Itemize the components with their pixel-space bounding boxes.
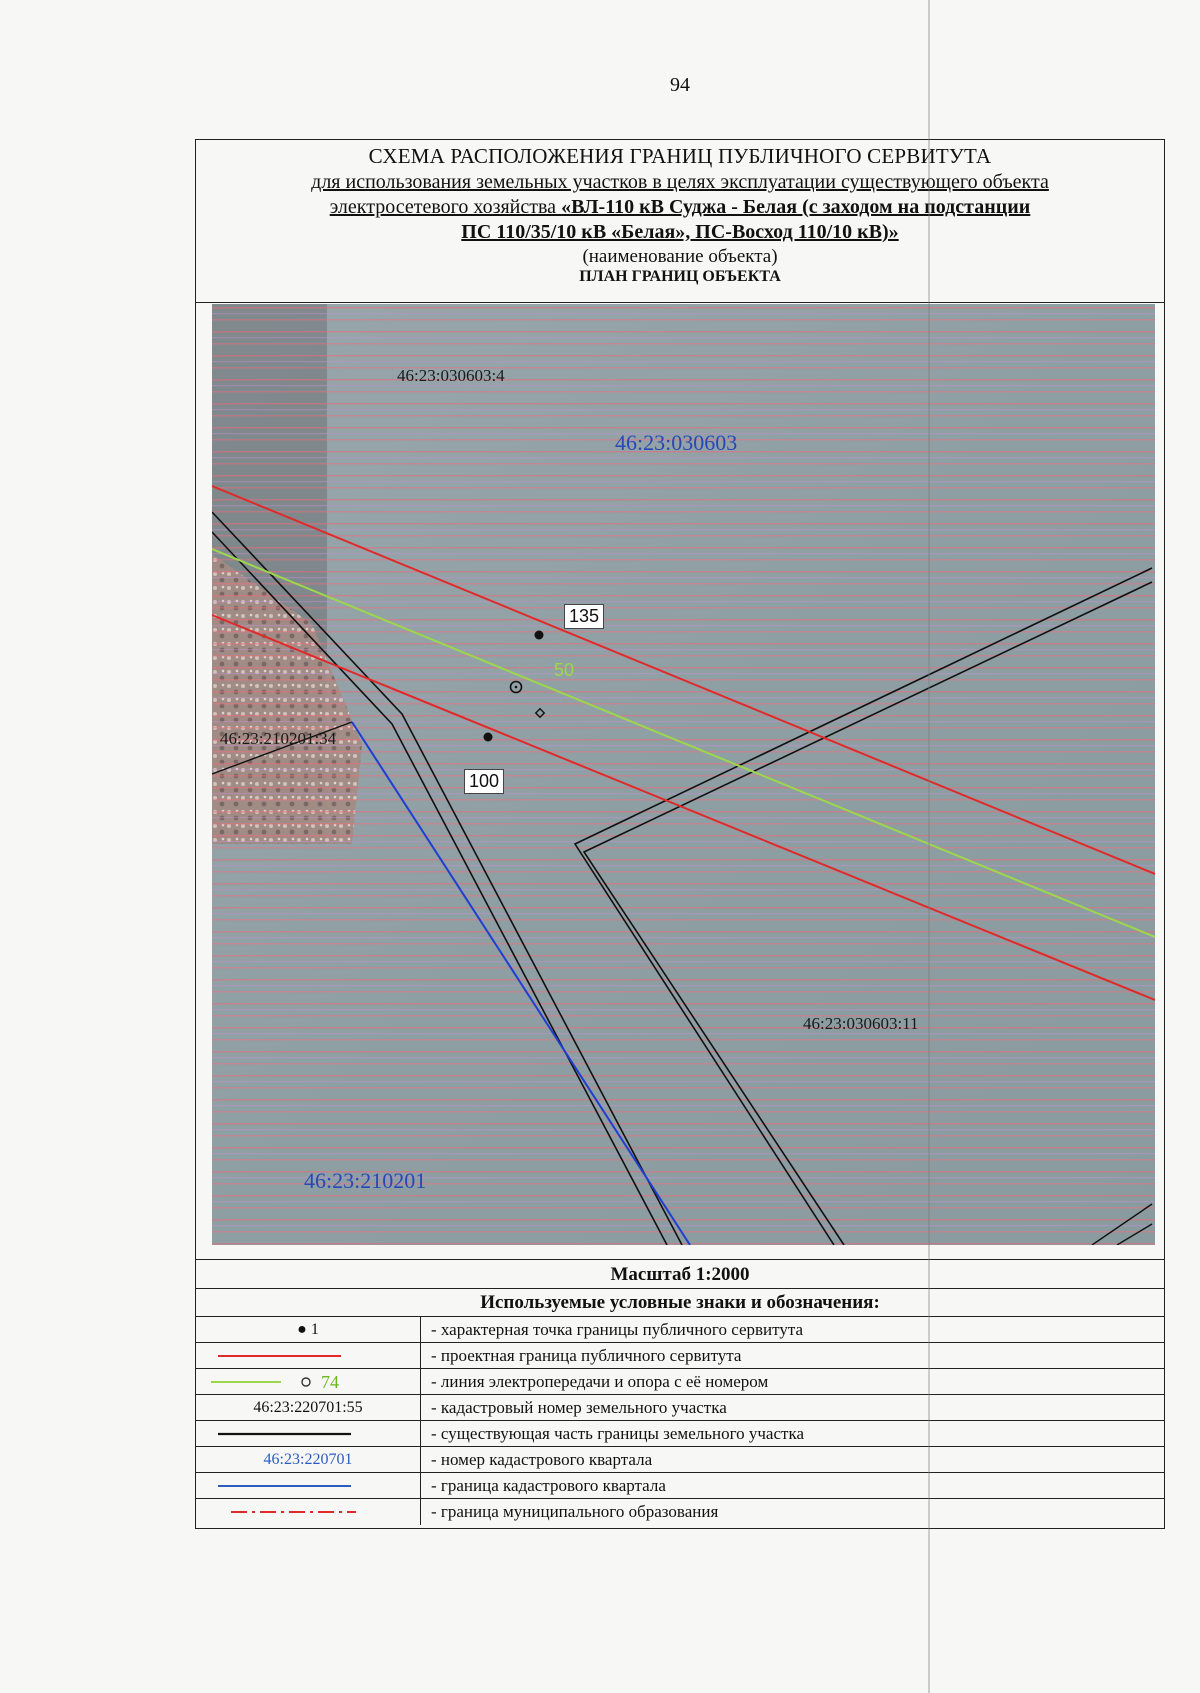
legend-row xyxy=(196,1369,1164,1395)
legend-text: - граница муниципального образования xyxy=(431,1502,719,1521)
legend-symbol-parcel-number xyxy=(196,1395,421,1420)
scheme-purpose: для использования земельных участков в целях эксплуатации существующего объекта xyxy=(311,171,1049,193)
object-caption: (наименование объекта) xyxy=(582,246,778,267)
quarter-label-030603: 46:23:030603 xyxy=(615,430,738,455)
legend-symbol-quarter-number xyxy=(196,1447,421,1472)
legend-symbol-power-line xyxy=(196,1369,421,1394)
blue-line-icon xyxy=(196,1473,421,1499)
legend-text: - номер кадастрового квартала xyxy=(431,1450,653,1469)
point-135-marker xyxy=(535,631,544,640)
point-label-100: 100 xyxy=(464,769,504,794)
boundary-plan-map[interactable] xyxy=(212,304,1155,1245)
object-name-part1: «ВЛ-110 кВ Суджа - Белая (с заходом на подстанции xyxy=(561,196,1031,218)
point-label-135: 135 xyxy=(564,604,604,629)
legend-table xyxy=(196,1317,1164,1525)
legend-text: - характерная точка границы публичного сервитута xyxy=(431,1320,804,1339)
legend-row xyxy=(196,1421,1164,1447)
legend-row xyxy=(196,1317,1164,1343)
legend-row xyxy=(196,1447,1164,1473)
pole-50-center xyxy=(515,686,518,689)
legend-symbol-quarter-boundary xyxy=(196,1473,421,1498)
legend-text: - существующая часть границы земельного участка xyxy=(431,1424,804,1443)
black-line-icon xyxy=(196,1421,421,1447)
legend-row xyxy=(196,1395,1164,1421)
quarter-label-210201: 46:23:210201 xyxy=(304,1168,427,1193)
object-name-prefix: электросетевого хозяйства xyxy=(329,196,562,218)
legend-symbol-servitude-line xyxy=(196,1343,421,1368)
scheme-frame xyxy=(195,139,1165,1529)
pole-label-50: 50 xyxy=(554,660,575,680)
dash-dot-line-icon xyxy=(196,1499,421,1525)
legend-symbol-parcel-boundary xyxy=(196,1421,421,1446)
parcel-label-4: 46:23:030603:4 xyxy=(397,366,505,385)
point-100-marker xyxy=(484,733,493,742)
legend-text: - проектная граница публичного сервитута xyxy=(431,1346,742,1365)
scheme-header xyxy=(196,140,1164,303)
legend-title: Используемые условные знаки и обозначения: xyxy=(196,1289,1164,1317)
red-line-icon xyxy=(196,1343,421,1369)
object-name-line2 xyxy=(196,221,1164,244)
legend-row xyxy=(196,1343,1164,1369)
legend-text: - кадастровый номер земельного участка xyxy=(431,1398,727,1417)
power-line-icon xyxy=(196,1369,421,1395)
legend-parcel-number-sample: 46:23:220701:55 xyxy=(253,1399,363,1416)
point-bullet-icon: ● xyxy=(297,1321,307,1338)
legend-symbol-point xyxy=(196,1317,421,1342)
legend-quarter-number-sample: 46:23:220701 xyxy=(263,1451,353,1468)
legend-text: - линия электропередачи и опора с её номером xyxy=(431,1372,769,1391)
legend-pole-number: 74 xyxy=(321,1372,339,1392)
parcel-label-34: 46:23:210201:34 xyxy=(220,729,337,748)
scheme-title: СХЕМА РАСПОЛОЖЕНИЯ ГРАНИЦ ПУБЛИЧНОГО СЕРВИТУТА xyxy=(368,144,992,168)
legend-row xyxy=(196,1499,1164,1525)
legend-text: - граница кадастрового квартала xyxy=(431,1476,666,1495)
plan-title: ПЛАН ГРАНИЦ ОБЪЕКТА xyxy=(579,268,781,285)
page-number: 94 xyxy=(670,74,690,96)
legend-symbol-municipal-boundary xyxy=(196,1499,421,1525)
scan-fold-line xyxy=(928,0,930,1693)
legend-point-number: 1 xyxy=(310,1321,319,1338)
object-name-line1 xyxy=(196,196,1164,219)
object-name-part2: ПС 110/35/10 кВ «Белая», ПС-Восход 110/10 кВ)» xyxy=(461,221,899,243)
scale-label: Масштаб 1:2000 xyxy=(196,1259,1164,1289)
parcel-label-11: 46:23:030603:11 xyxy=(803,1014,919,1033)
legend-row xyxy=(196,1473,1164,1499)
